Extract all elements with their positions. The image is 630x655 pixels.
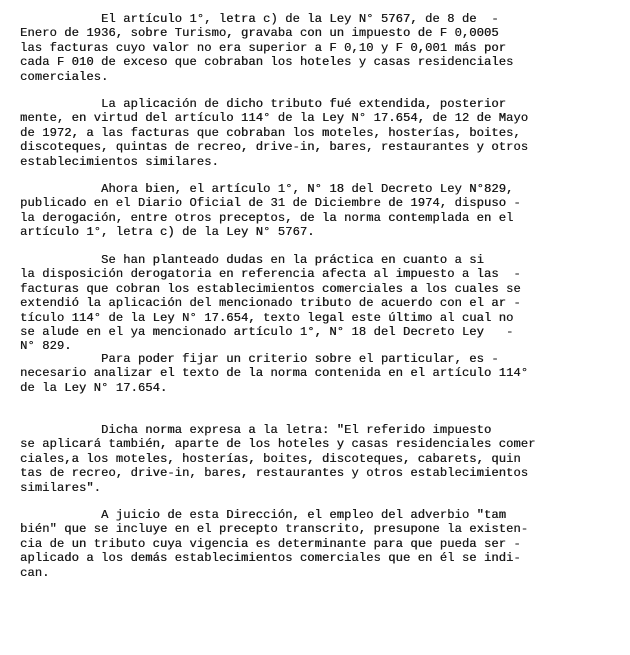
document-line: de la Ley N° 17.654. — [20, 380, 168, 395]
document-line: la disposición derogatoria en referencia afecta al impuesto a las - — [20, 267, 521, 282]
document-line: Se han planteado dudas en la práctica en cuanto a si — [20, 253, 484, 267]
document-line: establecimientos similares. — [20, 154, 219, 169]
document-line: facturas que cobran los establecimientos comerciales a los cuales se — [20, 281, 521, 296]
document-line: publicado en el Diario Oficial de 31 de Diciembre de 1974, dispuso - — [20, 196, 521, 211]
document-line: cada F 010 de exceso que cobraban los hoteles y casas residenciales — [20, 55, 514, 70]
document-line: N° 829. — [20, 339, 72, 354]
document-line: bién" que se incluye en el precepto transcrito, presupone la existen- — [20, 522, 529, 537]
document-line: artículo 1°, letra c) de la Ley N° 5767. — [20, 225, 315, 240]
document-line: Para poder fijar un criterio sobre el particular, es - — [20, 352, 499, 366]
document-line: cia de un tributo cuya vigencia es determinante para que pueda ser - — [20, 536, 521, 551]
document-line: A juicio de esta Dirección, el empleo del adverbio "tam — [20, 508, 507, 522]
document-line: de 1972, a las facturas que cobraban los moteles, hosterías, boites, — [20, 125, 521, 140]
document-line: tículo 114° de la Ley N° 17.654, texto legal este último al cual no — [20, 310, 514, 325]
document-line: Enero de 1936, sobre Turismo, gravaba con un impuesto de F 0,0005 — [20, 26, 499, 41]
document-line: mente, en virtud del artículo 114° de la Ley N° 17.654, de 12 de Mayo — [20, 111, 529, 126]
document-line: comerciales. — [20, 69, 109, 84]
document-line: las facturas cuyo valor no era superior a F 0,10 y F 0,001 más por — [20, 40, 507, 55]
document-line: extendió la aplicación del mencionado tributo de acuerdo con el ar - — [20, 296, 521, 311]
document-line: Ahora bien, el artículo 1°, N° 18 del Decreto Ley N°829, — [20, 182, 514, 196]
document-line: se aplicará también, aparte de los hoteles y casas residenciales comer — [20, 437, 536, 452]
document-line: se alude en el ya mencionado artículo 1°, N° 18 del Decreto Ley - — [20, 325, 514, 339]
document-line: tas de recreo, drive-in, bares, restaurantes y otros establecimientos — [20, 466, 529, 481]
document-line: discoteques, quintas de recreo, drive-in, bares, restaurantes y otros — [20, 140, 529, 155]
document-line: aplicado a los demás establecimientos comerciales que en él se indi- — [20, 551, 521, 566]
document-line: ciales,a los moteles, hosterías, boites, discoteques, cabarets, quin — [20, 451, 521, 466]
document-line: La aplicación de dicho tributo fué extendida, posterior — [20, 97, 507, 111]
document-line: la derogación, entre otros preceptos, de la norma contemplada en el — [20, 210, 514, 225]
document-line: can. — [20, 565, 50, 580]
document-line: Dicha norma expresa a la letra: "El referido impuesto — [20, 423, 492, 437]
document-line: necesario analizar el texto de la norma contenida en el artículo 114° — [20, 366, 529, 381]
document-line: El artículo 1°, letra c) de la Ley N° 5767, de 8 de - — [20, 12, 499, 26]
document-line: similares". — [20, 480, 102, 495]
